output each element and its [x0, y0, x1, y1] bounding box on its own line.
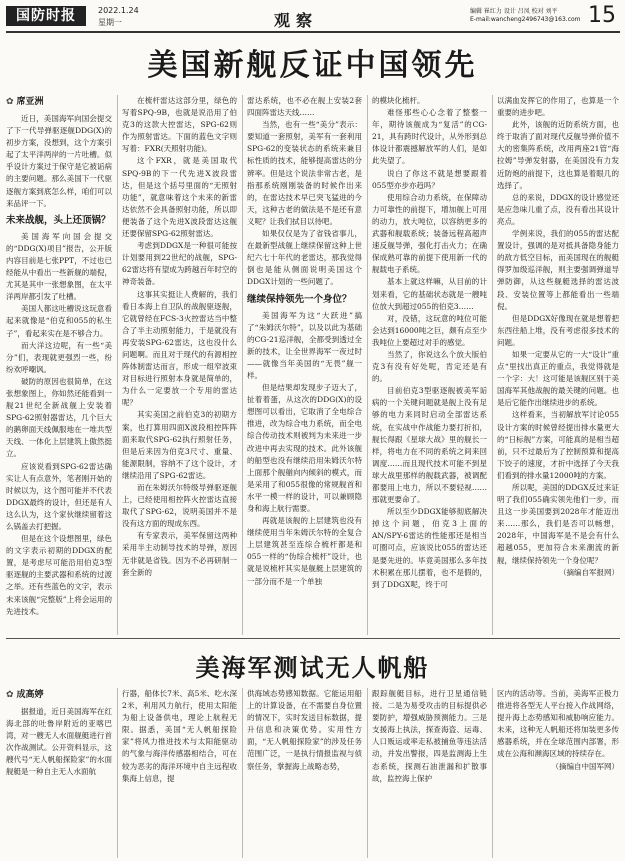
- article2-column-1: [6, 688, 112, 858]
- article1-column-2: [122, 95, 237, 635]
- column-divider: [117, 95, 118, 635]
- column-divider: [242, 95, 243, 635]
- paragraph: 这事其实挺让人费解的，我们看日本海上自卫队的战舰驱逐舰，它就曾经在FCS-3火控雷达当中整合了半主动照射能力，于是就没有再安装SPG-62雷达，这也没什么问题啊。而且对于现代的有源相控阵体制雷达而言，形成一组窄波束对目标进行照射本身就是简单的，为什么一定要放一个专用的雷达呢？: [122, 289, 237, 408]
- paragraph: 所以至少DDGX能够彻底解决掉这个问题，伯克3上面的AN/SPY-6雷达的性能那还是相当可圈可点，应该说比055的雷达还是要先进的。毕竟美国那么多年技术积累在那儿摆着，也不是假的，到了DDGX呢，终于可: [372, 507, 487, 589]
- paragraph: 美国海军向国会提交的“DDG(X)项目”报告，公开版内容目前是七张PPT，不过也已经能从中看出一些新舰的端倪，尤其是其中一张想象图，在太平洋两岸都引发了吐槽。: [6, 231, 112, 302]
- star-icon: ✿: [6, 97, 14, 107]
- column-divider: [242, 688, 243, 858]
- article1-column-3: [247, 95, 362, 635]
- paragraph: 美国人都这吐槽说这玩意看起来就像是“伯克和055的私生子”，看起来实在是不够合力。: [6, 304, 112, 338]
- subheading: 继续保持领先一个身位？: [247, 293, 352, 305]
- paragraph: 这样看来，当初解放军讨论055设计方案的时候曾经提出排水量更大的“日标舰”方案，可能真的是相当超前，只不过最后为了控制预算和提高下饺子的速度，才折中选择了今天我们看到的排水量12000吨的方案。: [497, 410, 619, 480]
- article1-byline: [6, 95, 112, 109]
- paragraph: 雷达系统，也不必在舰上安装2套四面阵雷达天线……: [247, 96, 362, 118]
- source-credit: （摘编自中国军网）: [551, 761, 619, 771]
- paragraph: 美国海军为这“大跃进”搞了“朱姆沃尔特”，以及以此为基础的CG-21巡洋舰，全都受到透过全新的技术，让全世界海军一夜过时——就像当年美国的“无畏”舰一样。: [247, 310, 362, 380]
- paragraph: 基本上就这样嘛，从目前的计划来看，它的基础状态就是一艘吨位放大到超过055的伯克3……: [372, 277, 487, 311]
- paragraph: 的模块化梳杆。: [372, 96, 425, 105]
- article2-headline: 美海军测试无人帆船: [195, 654, 430, 682]
- paragraph: 但是DDGX好像现在就是想着把东西往船上堆，没有考虑很多技术的问题。: [497, 313, 619, 347]
- issue-weekday: 星期一: [98, 18, 122, 27]
- paragraph: 这个FXR，就是美国取代SPQ-9B的下一代先进X波段雷达，但是这个括号里面的“无照射功能”，就意味着这个未来的新雷达依然不会具备照射功能，所以即便装备了这个先进X波段雷达这舰还要保留SPG-62照射雷达。: [122, 156, 237, 239]
- star-icon: ✿: [6, 690, 14, 700]
- paragraph: 供海域态势感知数据。它能运用船上的计算设备，在不需要自身位置的情况下，实时发送目标数据，提升信息和决策优势。实用性方面，“无人帆船探险家”的涉及任务范围广泛，一是执行情报监视与侦察任务，掌握海上战略态势，: [247, 689, 362, 771]
- article2-byline: [6, 688, 112, 702]
- paragraph: 行器，船体长7米、高5米、吃水深2米，利用风力航行，使用太阳能为船上设备供电，理论上航程无限。据悉，美国“无人帆船探险家”将风力推进技术与太阳能驱动的气象与海洋传感器相结合，可在较为恶劣的海洋环境中自主远程收集海上信息，提: [122, 689, 237, 783]
- paragraph: 目前伯克3型驱逐舰被美军诟病的一个关键问题就是舰上没有足够的电力来同时启动全部雷达系统，在实战中作战能力要打折扣，舰长得跟《星球大战》里的舰长一样，将电力在不同的系统之间来回调度……而且现代技术可能不到星球大战里那样的舰载武器，被调配都要用上电力，所以不要轻视……那就更要命了。: [372, 386, 487, 505]
- newspaper-logo: 国防时报: [6, 6, 86, 26]
- paragraph: 难怪那些心心念着了整整一年，期待该舰成为“复活”的CG-21，具有跨时代设计，从外形到总体设计都震撼解放军的人们，是如此失望了。: [372, 108, 487, 166]
- paragraph: 近日，美国海军向国会提交了下一代导弹驱逐舰DDG(X)的初步方案，没想到，这个方案引起了太平洋两岸的一片吐槽。似乎设计方案过于保守是它被诟病的主要问题。那么美国下一代驱逐舰方案到底怎么样，咱们可以来品评一下。: [6, 114, 112, 208]
- source-credit: （摘编自军报网）: [559, 567, 619, 577]
- article2-column-4: [372, 688, 487, 858]
- paragraph: 当然，也有一些“美分”表示：要知道一套照射，美军有一套利用SPG-62的变装状态的系统来兼目标性质的技术，能够提高雷达的分辨率。但是这个说法非常古老，是指那系统刚刚装备的时候作出来的，在雷达技术早已突飞猛进的今天，这种古老的做法是不是还有意义呢？让我们拭目以待吧。: [247, 120, 362, 226]
- paragraph: 而大洋这边呢，有一些“美分”们，表现就更强烈一些，纷纷欢呼嘲讽。: [6, 340, 112, 374]
- paragraph: 所以呢，美国的DDGX反过来证明了我们055确实领先他们一步，而且这一步美国要到2028年才能迈出来……那么，我们是否可以畅想，2028年，中国海军是不是会有什么超越055，更加符合未来潮流的新舰，继续保持领先一个身位呢？: [497, 483, 619, 565]
- byline-name: 成高婷: [16, 690, 44, 700]
- article1-column-4: [372, 95, 487, 635]
- paragraph: 在梳杆雷达这部分里，绿色的写着SPQ-9B，也就是说沿用了伯克3的这款大控雷达，SPG-62则作为照射雷达。下面的蓝色文字则写着：FXR(天照射功能)。: [122, 96, 237, 154]
- article1-column-1: [6, 95, 112, 635]
- section-name: 观察: [274, 11, 319, 30]
- article2-column-5: [497, 688, 619, 858]
- subheading: 未来战舰，头上还顶锅？: [6, 214, 111, 226]
- paragraph: 如果仅仅是为了省钱省事儿，在最新型战舰上继续保留这种上世纪六七十年代的老雷达，那我觉得倒也是能从侧面说明美国这个DDGX计划的一些问题了。: [247, 229, 362, 287]
- paragraph: 如果一定要从它的一大“设计”重点“里找出真正的重点，我觉得就是一个字：大！这可能是该舰区别于美国海军其他战舰的最关键的问题。也是后它能作出继续进步的系统。: [497, 349, 619, 408]
- paragraph: 考虑到DDGX是一种很可能按计划要用到22世纪的战舰，SPG-62雷达将有望成为跨越百年时空的神奇装备。: [122, 241, 237, 287]
- paragraph: 此外，该舰的近防系统方面，也终于取消了面对现代反舰导弹价值不大的密集阵系统，改用两座21管“海拉姆”导弹发射器，在美国没有力发近防炮的前提下，这也算是着眼几的选择了。: [497, 120, 619, 190]
- paragraph: 总的来说，DDGX的设计感觉还是应急味儿重了点，没有看出其设计亮点。: [497, 192, 619, 226]
- article1-column-5: [497, 95, 619, 635]
- paragraph: 应该说看到SPG-62雷达确实让人有点意外，笔者刚开始的时候以为，这个图可能并不代表DDGX最终的设计，但还是有人这么认为，这个家伙继续留着这么锅盖去打把握。: [6, 461, 112, 531]
- page-number: 15: [588, 3, 616, 28]
- paragraph: 对，没错，这玩意的吨位可能会达到16000吨之巨，颇有点至少我吨位上要超过对手的感觉。: [372, 313, 487, 347]
- paragraph: 以满血发挥它的作用了，也算是一个重要的进步吧。: [497, 96, 619, 118]
- column-divider: [492, 688, 493, 858]
- paragraph: 有专家表示，美军保留这两种采用半主动制导技术的导弹，原因无非就是省钱。因为不必再研制一套全新的: [122, 531, 237, 577]
- paragraph: 学例来说，我们的055的雷达配置设计，强调的是对抵具备隐身能力的敌方低空目标，而美国现在的舰艇得罗加级巡洋舰，则主要强调弹道导弹防御，从这些舰艇选择的雷达波段、安装位置等上都能看出一些端倪。: [497, 229, 619, 311]
- paragraph: 而在朱姆沃尔特级导弹驱逐舰上，已经使用相控阵火控雷达直接取代了SPG-62，说明美国并不是没有这方面的现成东西。: [122, 483, 237, 529]
- article-divider: [6, 638, 620, 639]
- column-divider: [492, 95, 493, 635]
- editors-line: 编辑 崔红力 设计 吕凤 校对 刘平: [470, 8, 558, 15]
- paragraph: 跟踪舰艇目标，进行卫星通信链接。二是为易受攻击的目标提供必要防护，增强威胁预测能力。三是支援海上执法，探查海盗、运毒、人口贩运或率走私被捕鱼等违法活动，并发出警报，四是监测海上生态系统，探测石油泄漏和扩散事故，监控海上保护: [372, 689, 487, 783]
- email-line: E-mail:wancheng2496743@163.com: [470, 16, 581, 23]
- paragraph: 但是在这个设想图里，绿色的文字表示初期的DDGX的配置，是考虑尽可能沿用伯克3型驱逐舰的主要武器和系统的过渡之举。还有些蓝色的文字，表示未来该舰“完整版”上将会运用的先进技术。: [6, 534, 112, 616]
- paragraph: 其实美国之前伯克3的初期方案，也打算用四面X波段相控阵阵面来取代SPG-62执行照射任务，但是后来因为伯克3尺寸、重量、能源限制，容纳不了这个设计，才继续沿用了SPG-62雷达。: [122, 410, 237, 480]
- paragraph: 使用综合动力系统，在保障动力可靠性的前提下，增加舰上可用的动力，放大吨位，以容纳更多的武器和舰载系统；装备远程高超声速反舰导弹，强化打击火力；在确保成熟可靠的前提下使用新一代的舰载电子系统。: [372, 192, 487, 275]
- column-divider: [367, 95, 368, 635]
- masthead: [0, 0, 625, 30]
- paragraph: 但是结果却发现步子迈大了，扯着着蛋，从这次的DDG(X)的设想图可以看出，它取消了全电综合推进，改为综合电力系统，而全电综合传动技术则被判为未来进一步改进中再去实现的技术。此外该舰的船型也没有继续沿用朱姆沃尔特上面那个舰艏向内倾斜的模式，而是采用了和055很像的常规舰首和水平一模一样的设计，可以兼顾隐身和海上航行需要。: [247, 383, 362, 513]
- issue-date: 2022.1.24: [98, 6, 139, 15]
- article2-column-3: [247, 688, 362, 858]
- column-divider: [367, 688, 368, 858]
- article1-headline: 美国新舰反证中国领先: [147, 48, 478, 83]
- article2-column-2: [122, 688, 237, 858]
- paragraph: 区内的活动等。当前，美海军正极力推进将各型无人平台接入作战网络，提升海上态势感知和威胁响应能力。未来，这种无人帆船还将加装更多传感器系统，并在全球范围内部署，形成在公海和濒海区域的持续存在。: [497, 689, 619, 759]
- paragraph: 再就是该舰的上层建筑也没有继续使用当年朱姆沃尔特的全复合上层建筑甚至连综合梳杆都是和055一样的“伪综合梳杆”设计，也就是说梳杆其实是舰艇上层建筑的一部分而不是一个单独: [247, 516, 362, 586]
- paragraph: 当然了，你说这么个放大版伯克3有没有好处呢，肯定还是有的。: [372, 349, 487, 384]
- masthead-divider: [6, 31, 620, 33]
- column-divider: [117, 688, 118, 858]
- paragraph: 破防的原因也很简单，在这张想象图上，你如然还能看到一舰21世纪全新战舰上安装着SPG-62照射器雷达，几个巨大的鹅卵面天线佩服地在一堆共型天线、一体化上层建筑上傲然挺立。: [6, 376, 112, 459]
- paragraph: 说白了你这不就是想要跟着055型亦步亦趋吗？: [372, 168, 487, 190]
- paragraph: 据报道，近日美国海军在红海北部的吐鲁岸附近的亚喀巴湾，对一艘无人水面舰艇进行首次作战测试。公开资料显示，这艘代号“无人帆船探险家”的水面舰艇是一种自主无人水面航: [6, 707, 112, 777]
- byline-name: 席亚洲: [16, 97, 44, 107]
